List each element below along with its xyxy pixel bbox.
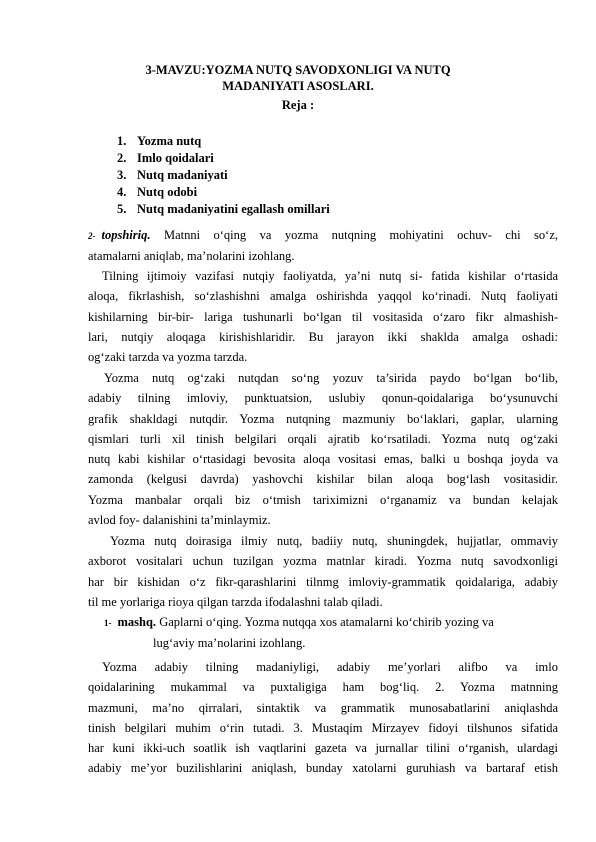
paragraph-4: [88, 657, 558, 779]
title-line-1: 3-MAVZU:YOZMA NUTQ SAVODXONLIGI VA NUTQ: [145, 63, 451, 77]
paragraph-line: qoidalarining mukammal va puxtaligiga ham bog‘liq. 2. Yozma matnning: [88, 680, 558, 695]
paragraph-line: Tilning ijtimoiy vazifasi nutqiy faoliyatda, ya’ni nutq si- fatida kishilar o‘rtasida: [102, 269, 558, 283]
task-number: 2-: [88, 231, 96, 241]
paragraph-line: lari, nutqiy aloqaga kirishishlaridir. Bu jarayon ikki shaklda amalga oshadi:: [88, 329, 558, 344]
paragraph-1: [88, 266, 558, 367]
plan-item: 5. Nutq madaniyatini egallash omillari: [117, 202, 330, 216]
plan-list: [117, 133, 330, 218]
exercise-block: [104, 612, 554, 654]
exercise-label: mashq.: [117, 615, 157, 629]
task-line-1: 2- topshiriq. Matnni o‘qing va yozma nutqning mohiyatini ochuv- chi so‘z,: [88, 228, 559, 242]
paragraph-line: Yozma adabiy tilning madaniyligi, adabiy me’yorlari alifbo va imlo: [102, 660, 558, 674]
paragraph-2: [88, 368, 558, 530]
plan-item: 2. Imlo qoidalari: [117, 151, 214, 165]
paragraph-line: avlod foy- dalanishini ta’minlaymiz.: [88, 513, 271, 528]
task-block: [88, 225, 558, 267]
plan-item: 4. Nutq odobi: [117, 185, 198, 199]
paragraph-line: og‘zaki tarzda va yozma tarzda.: [88, 350, 248, 365]
paragraph-line: aloqa, fikrlashish, so‘zlashishni amalga oshirishda yaqqol ko‘rinadi. Nutq faoliyati: [88, 289, 558, 304]
exercise-number: 1-: [104, 618, 112, 628]
exercise-line-2: lug‘aviy ma’nolarini izohlang.: [153, 636, 306, 651]
paragraph-line: qismlari turli xil tinish belgilari orqali ajratib ko‘rsatiladi. Yozma nutq og‘zaki: [88, 431, 558, 446]
paragraph-line: Yozma nutq doirasiga ilmiy nutq, badiiy nutq, shuningdek, hujjatlar, ommaviy: [110, 534, 558, 548]
title-line-2: MADANIYATI ASOSLARI.: [222, 79, 374, 93]
paragraph-line: grafik shakldagi nutqdir. Yozma nutqning mazmuniy bo‘laklari, gaplar, ularning: [88, 411, 558, 426]
paragraph-line: til me yorlariga rioya qilgan tarzda ifodalashni talab qiladi.: [88, 594, 383, 609]
exercise-line-1: 1- mashq. Gaplarni o‘qing. Yozma nutqqa xos atamalarni ko‘chirib yozing va: [104, 615, 494, 629]
paragraph-line: tinish belgilari muhim o‘rin tutadi. 3. Mustaqim Mirzayev fidoyi tilshunos sifatida: [88, 720, 558, 735]
paragraph-line: zamonda (kelgusi davrda) yashovchi kishilar bilan aloqa bog‘lash vositasidir.: [88, 472, 558, 487]
paragraph-3: [88, 531, 558, 612]
paragraph-line: har bir kishidan o‘z fikr-qarashlarini tilnmg imloviy-grammatik qoidalariga, adabiy: [88, 574, 558, 589]
task-line-2: atamalarni aniqlab, ma’nolarini izohlang.: [88, 249, 295, 264]
paragraph-line: har kuni ikki-uch soatlik ish vaqtlarini gazeta va jurnallar tilini o‘rganish, ulardagi: [88, 741, 558, 756]
paragraph-line: adabiy tilning imloviy, punktuatsion, uslubiy qonun-qoidalariga bo‘ysunuvchi: [88, 391, 558, 406]
plan-heading: Reja :: [281, 98, 315, 112]
task-label: topshiriq.: [101, 228, 151, 242]
paragraph-line: kishilarning bir-bir- lariga tushunarli bo‘lgan til vositasida o‘zaro fikr almashish-: [88, 309, 558, 324]
plan-item: 3. Nutq madaniyati: [117, 168, 228, 182]
paragraph-line: mazmuni, ma’no qirralari, sintaktik va grammatik munosabatlarini aniqlashda: [88, 700, 558, 715]
paragraph-line: Yozma nutq og‘zaki nutqdan so‘ng yozuv ta’sirida paydo bo‘lgan bo‘lib,: [104, 371, 558, 385]
paragraph-line: adabiy me’yor buzilishlarini aniqlash, bunday xatolarni guruhiash va bartaraf etish: [88, 761, 558, 776]
paragraph-line: axborot vositalari uchun tuzilgan yozma matnlar kiradi. Yozma nutq savodxonligi: [88, 554, 558, 569]
plan-item: 1. Yozma nutq: [117, 134, 202, 148]
paragraph-line: Yozma manbalar orqali biz o‘tmish tariximizni o‘rganamiz va bundan kelajak: [88, 492, 558, 507]
paragraph-line: nutq kabi kishilar o‘rtasidagi bevosita aloqa vositasi emas, balki u boshqa joyda va: [88, 452, 558, 467]
